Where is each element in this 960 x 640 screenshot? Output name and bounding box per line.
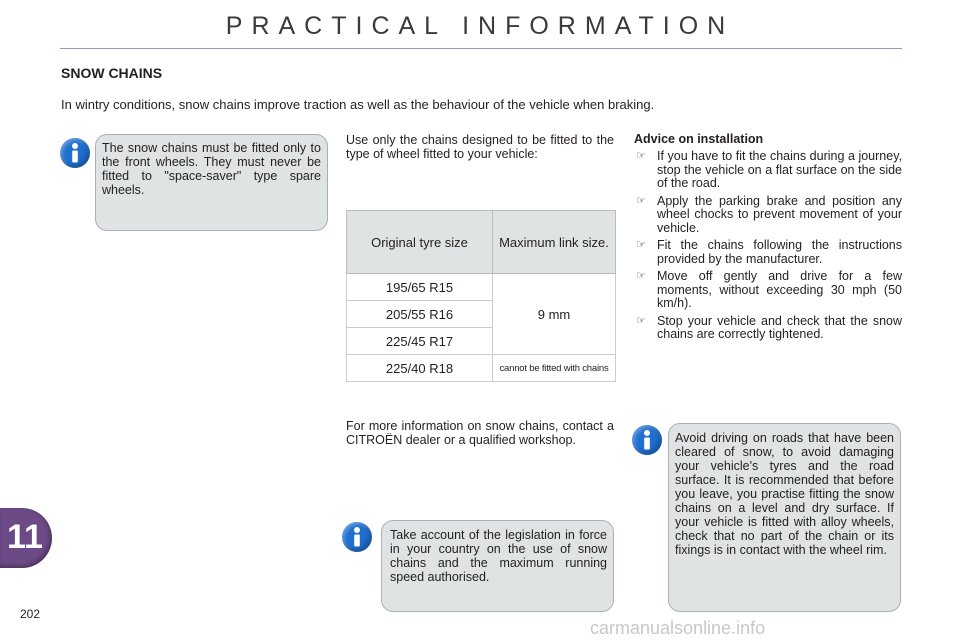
list-item xyxy=(634,239,902,266)
info-box-front-wheels xyxy=(95,134,328,231)
advice-section xyxy=(634,132,902,342)
advice-list xyxy=(634,150,902,342)
pointing-hand-icon: ☞ xyxy=(636,194,646,207)
more-info-text: For more information on snow chains, contact a CITROËN dealer or a qualified workshop. xyxy=(346,419,614,447)
table-cell-tyre-size: 195/65 R15 xyxy=(347,274,493,301)
table-cell-link-size: 9 mm xyxy=(493,274,616,355)
title-divider xyxy=(60,48,902,49)
table-cell-tyre-size: 225/40 R18 xyxy=(347,355,493,382)
table-header-row xyxy=(347,211,616,274)
pointing-hand-icon: ☞ xyxy=(636,314,646,327)
table-header-link-size: Maximum link size. xyxy=(493,211,616,274)
advice-item-text: Fit the chains following the instructions provided by the manufacturer. xyxy=(657,238,902,266)
advice-heading: Advice on installation xyxy=(634,132,764,146)
table-cell-tyre-size: 205/55 R16 xyxy=(347,301,493,328)
info-icon xyxy=(342,522,372,552)
table-row xyxy=(347,355,616,382)
info-box-text: Take account of the legislation in force in your country on the use of snow chains and the maximum running speed authorised. xyxy=(390,528,607,584)
info-icon xyxy=(60,138,90,168)
advice-item-text: If you have to fit the chains during a journey, stop the vehicle on a flat surface on the side of the road. xyxy=(657,149,902,190)
tyre-size-table xyxy=(346,210,616,382)
info-box-text: Avoid driving on roads that have been cleared of snow, to avoid damaging your vehicle's tyres and the road surface. It is recommended that before you leave, you practise fitting the snow chains on a level and dry surface. If your vehicle is fitted with alloy wheels, check that no part of the chain or its fixings is in contact with the wheel rim. xyxy=(675,431,894,557)
info-box-legislation xyxy=(381,520,614,612)
page-number: 202 xyxy=(20,607,41,621)
advice-item-text: Stop your vehicle and check that the snow chains are correctly tightened. xyxy=(657,313,902,341)
section-heading: SNOW CHAINS xyxy=(61,65,163,81)
pointing-hand-icon: ☞ xyxy=(636,270,646,282)
info-box-avoid-roads xyxy=(668,423,901,612)
pointing-hand-icon: ☞ xyxy=(636,239,646,251)
list-item xyxy=(634,315,902,342)
pointing-hand-icon: ☞ xyxy=(636,150,646,162)
intro-text: In wintry conditions, snow chains improve traction as well as the behaviour of the vehicle when braking. xyxy=(61,97,655,112)
info-icon xyxy=(632,425,662,455)
list-item xyxy=(634,195,902,236)
advice-item-text: Apply the parking brake and position any wheel chocks to prevent movement of your vehicle. xyxy=(657,193,902,235)
table-row xyxy=(347,274,616,301)
list-item xyxy=(634,270,902,311)
advice-item-text: Move off gently and drive for a few moments, without exceeding 30 mph (50 km/h). xyxy=(657,269,902,310)
use-only-text: Use only the chains designed to be fitted to the type of wheel fitted to your vehicle: xyxy=(346,133,614,161)
watermark: carmanualsonline.info xyxy=(590,618,766,638)
table-cell-tyre-size: 225/45 R17 xyxy=(347,328,493,355)
info-box-text: The snow chains must be fitted only to the front wheels. They must never be fitted to "space-saver" type spare wheels. xyxy=(102,141,321,197)
table-cell-link-size: cannot be fitted with chains xyxy=(493,355,616,382)
page-title: PRACTICAL INFORMATION xyxy=(225,12,735,40)
chapter-number: 11 xyxy=(7,518,43,556)
list-item xyxy=(634,150,902,191)
table-header-tyre-size: Original tyre size xyxy=(347,211,493,274)
